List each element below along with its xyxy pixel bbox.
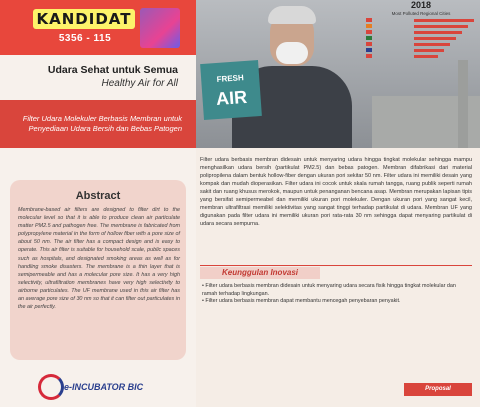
list-item: • Filter udara berbasis membran dapat membantu mencegah penyebaran penyakit. xyxy=(202,298,401,304)
person-hair xyxy=(268,6,316,24)
legend-year: 2018 xyxy=(410,0,432,10)
logo-text: e-INCUBATOR BIC xyxy=(64,382,144,392)
list-item: • Filter udara berbasis membran didesain untuk menyaring udara secara fisik hingga tingkat molekular dan ramah terhadap lingkungan. xyxy=(202,283,456,297)
legend-row xyxy=(366,24,476,29)
monument-tower xyxy=(458,60,468,148)
card-text-top: FRESH xyxy=(216,73,245,84)
header-band xyxy=(0,0,196,55)
keunggulan-header xyxy=(200,265,472,280)
page-title: Udara Sehat untuk Semua xyxy=(47,64,178,76)
legend-row xyxy=(366,18,476,23)
legend-row xyxy=(366,42,476,47)
fresh-air-card xyxy=(200,60,262,120)
legend-title: Most Polluted Regional Cities xyxy=(391,11,451,16)
page-subtitle: Healthy Air for All xyxy=(101,78,178,89)
logo-ring-icon xyxy=(38,374,64,400)
left-panel xyxy=(0,0,196,407)
card-text-bottom: AIR xyxy=(215,86,248,110)
keunggulan-list xyxy=(202,283,470,306)
body-text: Filter udara berbasis membran didesain untuk menyaring udara hingga tingkat molekular sehingga mampu menghasilkan udara bersih (partikulat PM2.5) dan bebas patogen. Membran difabrikasi dari material polipropilena dalam bentuk hollow-fiber dengan ukuran pori sekitar 50 nm. Filter udara ini memiliki desain yang kompak dan mudah dioperasikan. Filter udara ini cocok untuk skala rumah tangga, ruang publik seperti rumah sakit dan ruang khusus merokok, maupun untuk penanganan bencana asap. Membran merupakan lapisan tipis yang bersifat semipermeabel dan memiliki ukuran pori molekuler. Dengan ukuran pori yang sangat kecil, membran ultrafiltrasi memiliki selektivitas yang sangat tinggi terhadap partikulat di udara. Membran UF yang digunakan pada filter udara ini memiliki ukuran pori rata-rata 30 nm sehingga dapat menyaring partikulat di udara secara sempurna. xyxy=(200,157,472,227)
pollution-legend xyxy=(362,0,480,62)
legend-row xyxy=(366,48,476,53)
badge-icon xyxy=(140,8,180,48)
kandidat-label: KANDIDAT xyxy=(33,9,135,29)
tagline-text: Filter Udara Molekuler Berbasis Membran untuk Penyediaan Udara Bersih dan Bebas Patogen xyxy=(22,114,182,133)
legend-row xyxy=(366,36,476,41)
abstract-text: Membrane-based air filters are designed to filter dirt to the molecular level so that it is able to produce clean air particulate matter PM2.5 and pathogen free. The membrane is fabricated from polypropylene material in the form of hollow fiber with a pore size of about 50 nm. The air filter has a compact design and is easy to operate. This air filter is suitable for household scale, public spaces such as hospitals, and designated smoking areas as well as for handling smoke disasters. The membrane is a thin layer that is semipermeable and has a molecular pore size. It has a very high selectivity, ultrafiltration membranes have very high selectivity to airborne particulates. The UF membrane used in this air filter has an average pore size of 30 nm so that it can filter out particulates in the air perfectly. xyxy=(18,207,180,311)
abstract-heading: Abstract xyxy=(75,190,121,202)
proposal-button[interactable]: Proposal xyxy=(404,383,472,396)
legend-row xyxy=(366,30,476,35)
kandidat-code: 5356 - 115 xyxy=(58,33,112,44)
face-mask xyxy=(276,42,308,64)
abstract-box xyxy=(10,180,186,360)
legend-row xyxy=(366,54,476,59)
keunggulan-heading: Keunggulan Inovasi xyxy=(222,268,299,277)
